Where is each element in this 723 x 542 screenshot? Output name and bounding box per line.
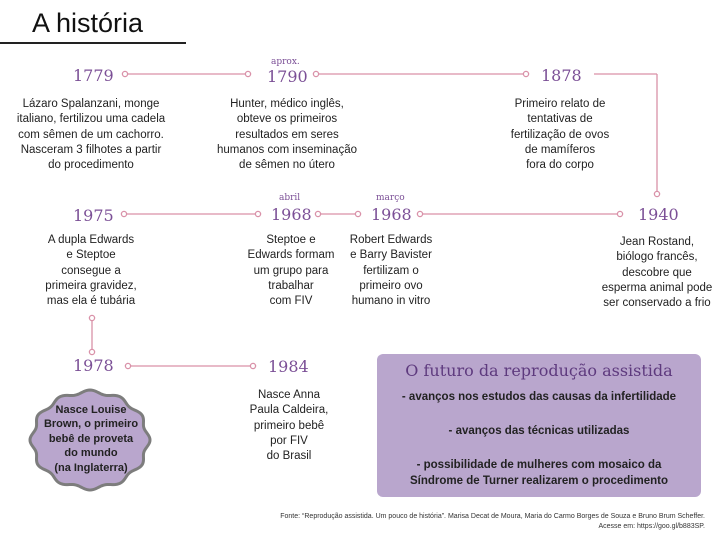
year-1940: 1940	[638, 205, 679, 224]
future-title: O futuro da reprodução assistida	[405, 361, 673, 380]
year-1790: 1790	[267, 67, 308, 86]
future-item-3: - possibilidade de mulheres com mosaico da Síndrome de Turner realizarem o procedimento	[410, 459, 668, 487]
year-1984: 1984	[268, 357, 309, 376]
source-line-1: Fonte: “Reprodução assistida. Um pouco de história”. Marisa Decat de Moura, Maria do Carmo Borges de Souza e Bruno Brum Scheffer.	[280, 513, 705, 520]
event-1968-march-description: Robert Edwards e Barry Bavister fertilizam o primeiro ovo humano in vitro	[349, 234, 433, 308]
future-box	[377, 354, 701, 497]
qualifier-1968-april: abril	[279, 193, 301, 203]
source-citation	[185, 512, 705, 532]
year-1779: 1779	[73, 66, 114, 85]
event-1790-description: Hunter, médico inglês, obteve os primeiros resultados em seres humanos com inseminação de sêmen no útero	[217, 98, 357, 172]
future-item-1: - avanços nos estudos das causas da infertilidade	[401, 391, 677, 403]
event-1968-april-description: Steptoe e Edwards formam um grupo para trabalhar com FIV	[247, 234, 335, 308]
event-1978-description: Nasce Louise Brown, o primeiro bebê de proveta do mundo (na Inglaterra)	[43, 404, 139, 474]
qualifier-1968-march: março	[376, 193, 405, 203]
page-title: A história	[32, 8, 144, 38]
event-1984-description: Nasce Anna Paula Caldeira, primeiro bebê por FIV do Brasil	[249, 389, 329, 463]
event-1878-description: Primeiro relato de tentativas de fertilização de ovos de mamíferos fora do corpo	[510, 98, 610, 172]
source-line-2: Acesse em: https://goo.gl/b883SP.	[598, 523, 705, 530]
year-1975: 1975	[73, 206, 114, 225]
qualifier-1790: aprox.	[271, 57, 300, 67]
event-1940-description: Jean Rostand, biólogo francês, descobre que esperma animal pode ser conservado a frio	[601, 236, 713, 310]
year-1878: 1878	[541, 66, 582, 85]
year-1968-march: 1968	[371, 205, 412, 224]
future-item-2: - avanços das técnicas utilizadas	[448, 425, 630, 437]
year-1978: 1978	[73, 356, 114, 375]
year-1968-april: 1968	[271, 205, 312, 224]
event-1779-description: Lázaro Spalanzani, monge italiano, fertilizou uma cadela com sêmen de um cachorro. Nasceram 3 filhotes a partir do procedimento	[16, 98, 166, 172]
event-1975-description: A dupla Edwards e Steptoe consegue a primeira gravidez, mas ela é tubária	[45, 234, 137, 308]
